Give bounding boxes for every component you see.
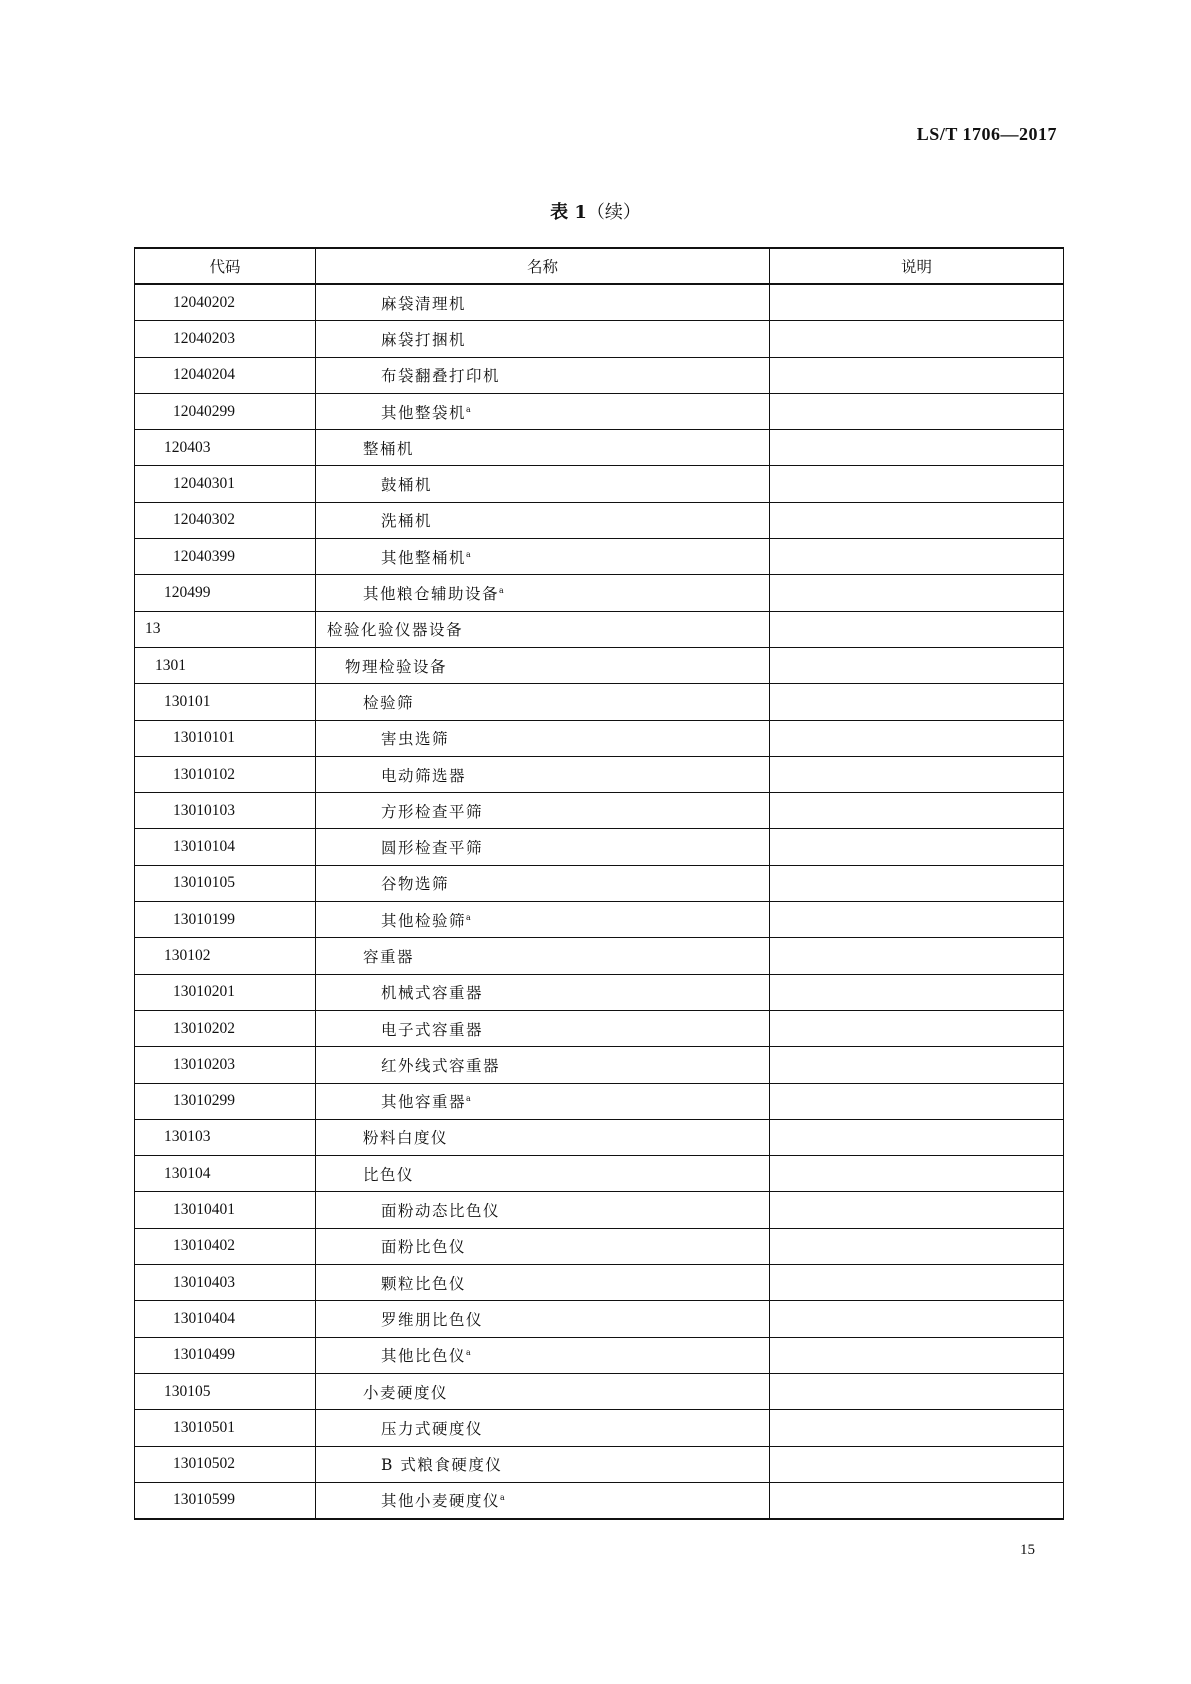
- page-number: 15: [1020, 1542, 1035, 1558]
- cell-name-text: 其他检验筛: [381, 911, 467, 930]
- cell-name-text: 鼓桶机: [381, 476, 433, 495]
- cell-description: [770, 1410, 1064, 1446]
- cell-name: [316, 974, 770, 1010]
- cell-code: 130105: [135, 1373, 316, 1409]
- cell-name: [316, 466, 770, 502]
- table-row: [135, 938, 1064, 974]
- cell-code: 130103: [135, 1119, 316, 1155]
- cell-code: 12040299: [135, 393, 316, 429]
- column-header-description: 说明: [770, 248, 1064, 284]
- cell-name: [316, 1446, 770, 1482]
- cell-code: 13010502: [135, 1446, 316, 1482]
- cell-name: [316, 720, 770, 756]
- cell-name-text: 其他容重器: [381, 1093, 467, 1112]
- cell-code: 13010101: [135, 720, 316, 756]
- cell-description: [770, 902, 1064, 938]
- cell-code: 12040301: [135, 466, 316, 502]
- cell-code: 13010105: [135, 865, 316, 901]
- table-row: [135, 539, 1064, 575]
- cell-description: [770, 539, 1064, 575]
- cell-name-text: 物理检验设备: [345, 657, 448, 676]
- cell-code: 13010203: [135, 1047, 316, 1083]
- cell-name-text: 害虫选筛: [381, 730, 450, 749]
- cell-code: 13010499: [135, 1337, 316, 1373]
- cell-name-text: 比色仪: [363, 1165, 415, 1184]
- cell-name-text: 粉料白度仪: [363, 1129, 449, 1148]
- table-row: [135, 1265, 1064, 1301]
- cell-description: [770, 357, 1064, 393]
- cell-description: [770, 502, 1064, 538]
- cell-name: [316, 539, 770, 575]
- cell-name-text: 容重器: [363, 947, 415, 966]
- cell-name-text: 麻袋清理机: [381, 294, 467, 313]
- cell-description: [770, 1337, 1064, 1373]
- table-row: [135, 1373, 1064, 1409]
- cell-description: [770, 1192, 1064, 1228]
- cell-name-text: 检验化验仪器设备: [327, 621, 464, 640]
- cell-name: [316, 647, 770, 683]
- cell-name-text: 电子式容重器: [381, 1020, 484, 1039]
- cell-description: [770, 321, 1064, 357]
- table-row: [135, 321, 1064, 357]
- cell-name: [316, 1047, 770, 1083]
- cell-name: [316, 1192, 770, 1228]
- cell-name-text: 检验筛: [363, 693, 415, 712]
- cell-description: [770, 829, 1064, 865]
- table-header-row: [135, 248, 1064, 284]
- footnote-marker: a: [466, 404, 471, 414]
- cell-name: [316, 938, 770, 974]
- cell-name: [316, 1119, 770, 1155]
- cell-name: [316, 1482, 770, 1519]
- cell-name: [316, 284, 770, 321]
- cell-description: [770, 793, 1064, 829]
- cell-name: [316, 829, 770, 865]
- cell-name-text: 红外线式容重器: [381, 1056, 501, 1075]
- cell-name: [316, 611, 770, 647]
- cell-code: 12040204: [135, 357, 316, 393]
- cell-name: [316, 1265, 770, 1301]
- cell-code: 13010402: [135, 1228, 316, 1264]
- standard-number: LS/T 1706—2017: [916, 124, 1057, 144]
- cell-name-text: 颗粒比色仪: [381, 1274, 467, 1293]
- column-header-code: 代码: [135, 248, 316, 284]
- table-row: [135, 284, 1064, 321]
- cell-name-text: 洗桶机: [381, 512, 433, 531]
- cell-name-text: 罗维朋比色仪: [381, 1310, 484, 1329]
- cell-name: [316, 502, 770, 538]
- cell-description: [770, 466, 1064, 502]
- cell-code: 120403: [135, 430, 316, 466]
- cell-description: [770, 1010, 1064, 1046]
- cell-code: 13010103: [135, 793, 316, 829]
- cell-code: 12040203: [135, 321, 316, 357]
- cell-name: [316, 357, 770, 393]
- cell-description: [770, 1047, 1064, 1083]
- cell-code: 13010201: [135, 974, 316, 1010]
- cell-code: 13010599: [135, 1482, 316, 1519]
- table-row: [135, 756, 1064, 792]
- table-title-number: 表 1: [550, 202, 587, 223]
- cell-name: [316, 1228, 770, 1264]
- table-row: [135, 1337, 1064, 1373]
- cell-name: [316, 902, 770, 938]
- cell-code: 13010102: [135, 756, 316, 792]
- cell-description: [770, 393, 1064, 429]
- cell-description: [770, 756, 1064, 792]
- table-row: [135, 357, 1064, 393]
- cell-code: 130102: [135, 938, 316, 974]
- table-row: [135, 902, 1064, 938]
- cell-code: 13010403: [135, 1265, 316, 1301]
- cell-code: 13010202: [135, 1010, 316, 1046]
- table-row: [135, 611, 1064, 647]
- table-row: [135, 1192, 1064, 1228]
- cell-code: 12040399: [135, 539, 316, 575]
- cell-code: 13010404: [135, 1301, 316, 1337]
- cell-name: [316, 1010, 770, 1046]
- cell-name-text: 面粉动态比色仪: [381, 1202, 501, 1221]
- cell-code: 13010199: [135, 902, 316, 938]
- cell-description: [770, 647, 1064, 683]
- cell-name-text: 麻袋打捆机: [381, 330, 467, 349]
- cell-name-text: 整桶机: [363, 439, 415, 458]
- footnote-marker: a: [499, 585, 504, 595]
- cell-code: 130101: [135, 684, 316, 720]
- cell-name-text: B 式粮食硬度仪: [381, 1456, 503, 1475]
- cell-name: [316, 1301, 770, 1337]
- cell-code: 12040202: [135, 284, 316, 321]
- table-row: [135, 393, 1064, 429]
- column-header-name: 名称: [316, 248, 770, 284]
- cell-description: [770, 684, 1064, 720]
- cell-code: 13010501: [135, 1410, 316, 1446]
- footnote-marker: a: [466, 1094, 471, 1104]
- cell-code: 13: [135, 611, 316, 647]
- table-row: [135, 1482, 1064, 1519]
- footnote-marker: a: [500, 1493, 505, 1503]
- cell-description: [770, 1119, 1064, 1155]
- cell-description: [770, 1373, 1064, 1409]
- table-row: [135, 720, 1064, 756]
- cell-name-text: 其他小麦硬度仪: [381, 1492, 501, 1511]
- cell-name-text: 其他整桶机: [381, 548, 467, 567]
- footnote-marker: a: [466, 912, 471, 922]
- cell-name: [316, 865, 770, 901]
- cell-description: [770, 1228, 1064, 1264]
- cell-description: [770, 1156, 1064, 1192]
- cell-code: 12040302: [135, 502, 316, 538]
- cell-name: [316, 756, 770, 792]
- table-row: [135, 466, 1064, 502]
- cell-name: [316, 1337, 770, 1373]
- table-row: [135, 1301, 1064, 1337]
- cell-description: [770, 430, 1064, 466]
- cell-name: [316, 1410, 770, 1446]
- table-body: [135, 284, 1064, 1519]
- cell-name-text: 机械式容重器: [381, 984, 484, 1003]
- cell-description: [770, 720, 1064, 756]
- table-row: [135, 1083, 1064, 1119]
- cell-name-text: 圆形检查平筛: [381, 839, 484, 858]
- table-title-continued: （续）: [586, 202, 641, 223]
- cell-name: [316, 793, 770, 829]
- footnote-marker: a: [466, 549, 471, 559]
- footnote-marker: a: [466, 1348, 471, 1358]
- cell-name-text: 压力式硬度仪: [381, 1419, 484, 1438]
- cell-name-text: 其他比色仪: [381, 1347, 467, 1366]
- cell-name-text: 面粉比色仪: [381, 1238, 467, 1257]
- table-row: [135, 865, 1064, 901]
- table-row: [135, 1446, 1064, 1482]
- cell-name-text: 电动筛选器: [381, 766, 467, 785]
- table-row: [135, 1047, 1064, 1083]
- table-row: [135, 502, 1064, 538]
- cell-name: [316, 321, 770, 357]
- table-row: [135, 1156, 1064, 1192]
- table-row: [135, 430, 1064, 466]
- cell-code: 13010299: [135, 1083, 316, 1119]
- cell-name-text: 方形检查平筛: [381, 802, 484, 821]
- cell-description: [770, 575, 1064, 611]
- table-row: [135, 1119, 1064, 1155]
- cell-name-text: 其他粮仓辅助设备: [363, 585, 500, 604]
- code-table: [134, 247, 1064, 1520]
- cell-description: [770, 1083, 1064, 1119]
- cell-description: [770, 938, 1064, 974]
- cell-code: 1301: [135, 647, 316, 683]
- cell-name: [316, 393, 770, 429]
- cell-description: [770, 1482, 1064, 1519]
- cell-name: [316, 684, 770, 720]
- cell-code: 13010401: [135, 1192, 316, 1228]
- cell-description: [770, 865, 1064, 901]
- cell-name: [316, 1083, 770, 1119]
- cell-description: [770, 1301, 1064, 1337]
- table-title: [0, 198, 1191, 224]
- cell-code: 13010104: [135, 829, 316, 865]
- cell-code: 120499: [135, 575, 316, 611]
- cell-description: [770, 611, 1064, 647]
- cell-name-text: 谷物选筛: [381, 875, 450, 894]
- table-row: [135, 684, 1064, 720]
- table-row: [135, 647, 1064, 683]
- table-row: [135, 793, 1064, 829]
- table-row: [135, 974, 1064, 1010]
- table-row: [135, 1228, 1064, 1264]
- cell-name: [316, 1156, 770, 1192]
- cell-name-text: 布袋翻叠打印机: [381, 367, 501, 386]
- cell-description: [770, 1446, 1064, 1482]
- cell-name: [316, 575, 770, 611]
- table-row: [135, 829, 1064, 865]
- cell-description: [770, 284, 1064, 321]
- table-row: [135, 575, 1064, 611]
- cell-description: [770, 974, 1064, 1010]
- cell-code: 130104: [135, 1156, 316, 1192]
- table-row: [135, 1410, 1064, 1446]
- cell-name: [316, 430, 770, 466]
- cell-name-text: 其他整袋机: [381, 403, 467, 422]
- cell-name-text: 小麦硬度仪: [363, 1383, 449, 1402]
- cell-name: [316, 1373, 770, 1409]
- table-row: [135, 1010, 1064, 1046]
- cell-description: [770, 1265, 1064, 1301]
